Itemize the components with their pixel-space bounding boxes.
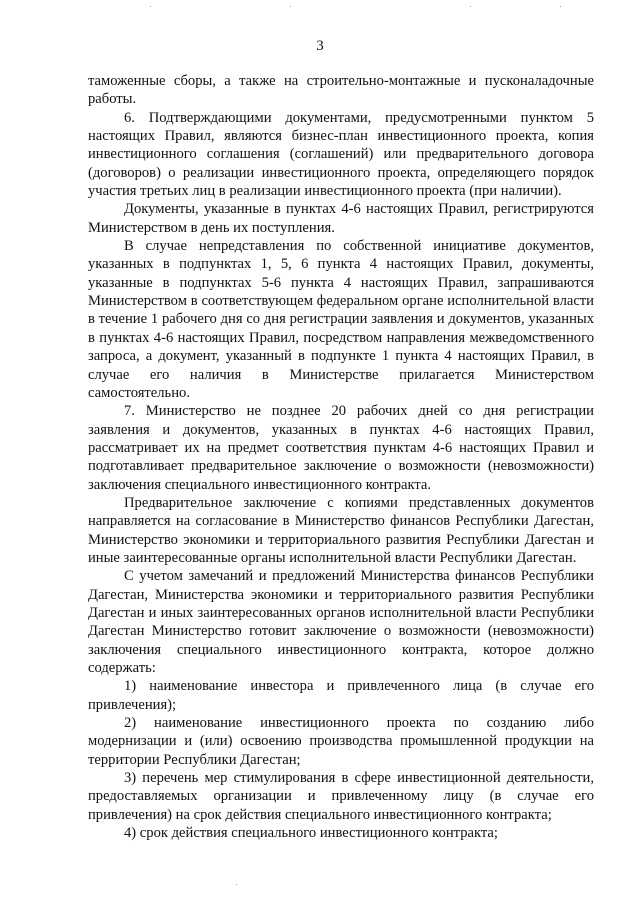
scan-speck: [236, 884, 237, 885]
paragraph-preliminary-conclusion: Предварительное заключение с копиями представленных документов направляется на согласование в Министерство финансов Республики Дагестан, Министерство экономики и территориального развития Республики Дагестан и иные заинтересованные органы исполнительной власти Республики Дагестан.: [88, 494, 594, 566]
list-item: 3) перечень мер стимулирования в сфере инвестиционной деятельности, предоставляемых организации и привлеченному лицу (в случае его привлечения) на срок действия специального инвестиционного контракта;: [88, 770, 594, 823]
scan-speck: [290, 6, 291, 7]
list-item: 4) срок действия специального инвестиционного контракта;: [124, 825, 498, 842]
scan-speck: [560, 6, 561, 7]
list-item: 2) наименование инвестиционного проекта по созданию либо модернизации и (или) освоению производства промышленной продукции на территории Республики Дагестан;: [88, 715, 594, 768]
paragraph-registration: Документы, указанные в пунктах 4-6 настоящих Правил, регистрируются Министерством в день их поступления.: [88, 201, 594, 236]
paragraph-item-6: 6. Подтверждающими документами, предусмотренными пунктом 5 настоящих Правил, являются бизнес-план инвестиционного проекта, копия инвестиционного соглашения (соглашений) или предварительного договора (договоров) о реализации инвестиционного проекта, определяющего порядок участия третьих лиц в реализации инвестиционного проекта (при наличии).: [88, 109, 594, 200]
page-number: 3: [316, 38, 324, 54]
paragraph-nonsubmission: В случае непредставления по собственной инициативе документов, указанных в подпунктах 1, 5, 6 пункта 4 настоящих Правил, документы, указанные в подпунктах 5-6 пункта 4 настоящих Правил, запрашиваются Министерством в соответствующем федеральном органе исполнительной власти в течение 1 рабочего дня со дня регистрации заявления и документов, указанных в пунктах 4-6 настоящих Правил, посредством направления межведомственного запроса, а документ, указанный в подпункте 1 пункта 4 настоящих Правил, в случае его наличия в Министерстве прилагается Министерством самостоятельно.: [88, 238, 594, 401]
document-body: [88, 72, 594, 842]
paragraph-item-7: 7. Министерство не позднее 20 рабочих дней со дня регистрации заявления и документов, указанных в пунктах 4-6 настоящих Правил, рассматривает их на предмет соответствия пунктам 4-6 настоящих Правил и подготавливает предварительное заключение о возможности (невозможности) заключения специального инвестиционного контракта.: [88, 403, 594, 493]
list-item: 1) наименование инвестора и привлеченного лица (в случае его привлечения);: [88, 678, 594, 713]
paragraph-conclusion: С учетом замечаний и предложений Министерства финансов Республики Дагестан, Министерства экономики и территориального развития Республики Дагестан и иных заинтересованных органов исполнительной власти Республики Дагестан Министерство готовит заключение о возможности (невозможности) заключения специального инвестиционного контракта, которое должно содержать:: [88, 568, 594, 676]
scan-speck: [150, 6, 151, 7]
scan-speck: [470, 6, 471, 7]
paragraph-continuation: таможенные сборы, а также на строительно-монтажные и пусконаладочные работы.: [88, 73, 594, 108]
